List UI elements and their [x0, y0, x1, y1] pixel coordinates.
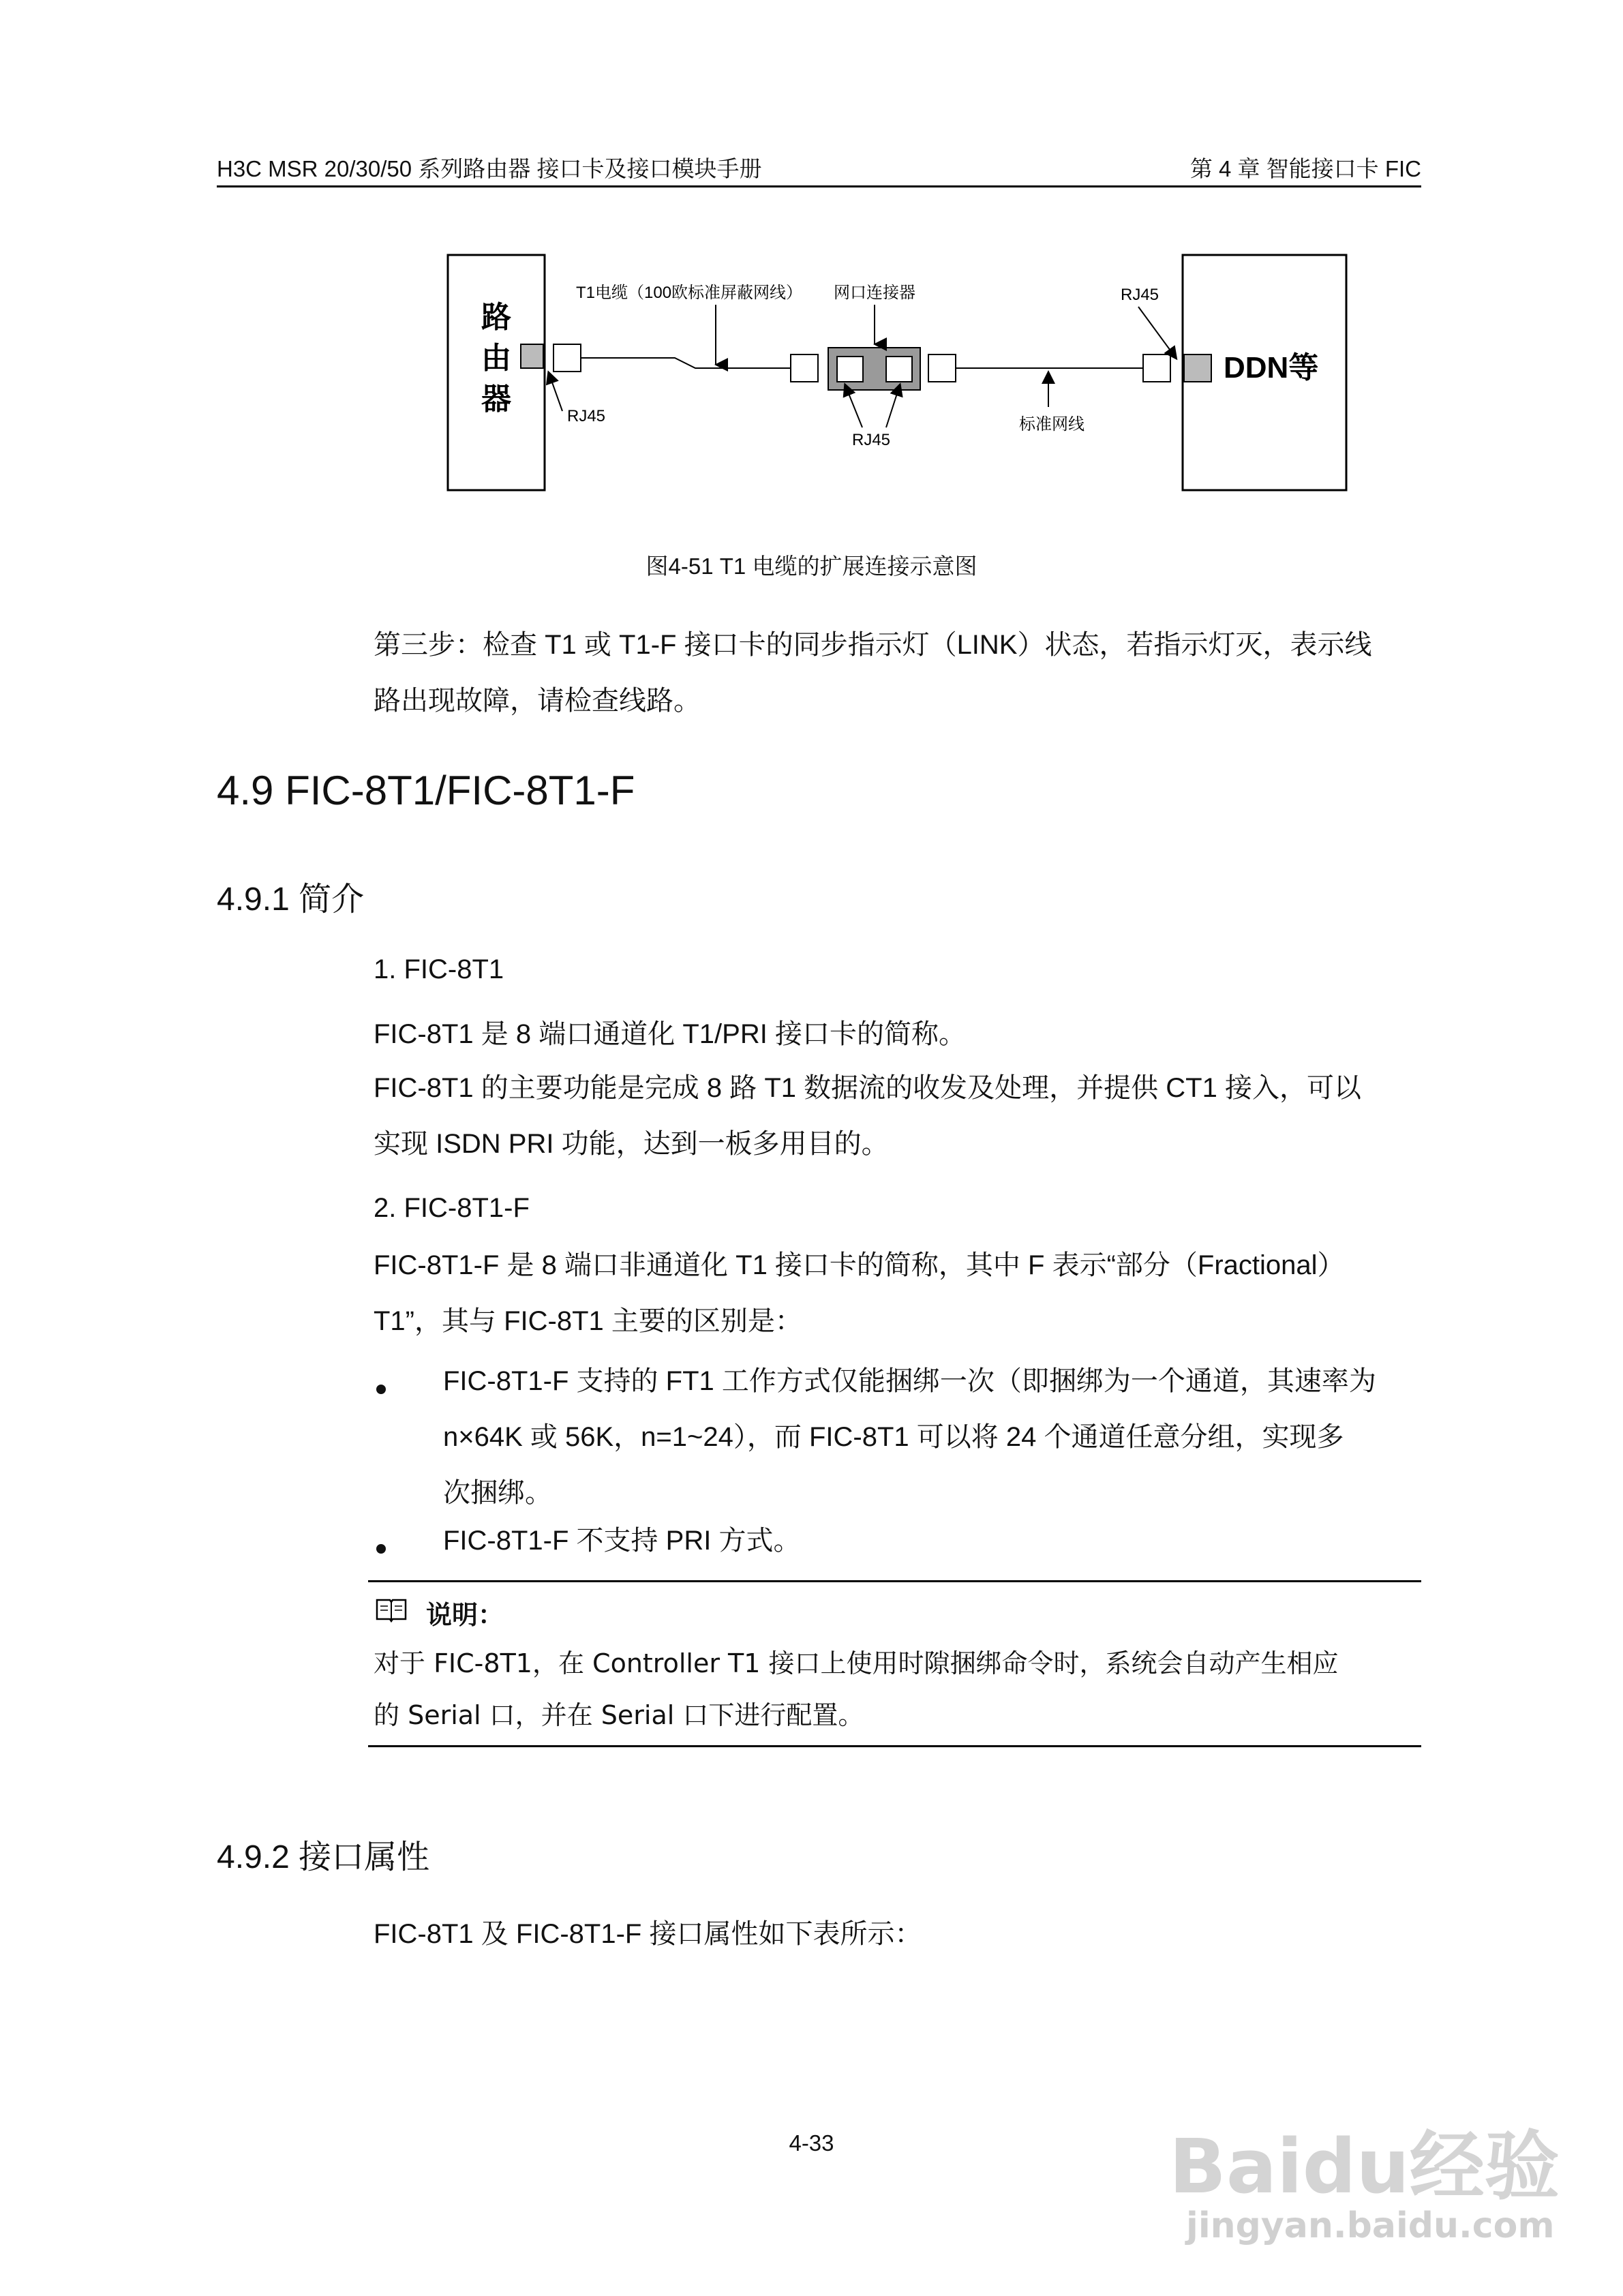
cable-plug-mid-left: [791, 354, 818, 382]
fic8t1-function-line1: FIC-8T1 的主要功能是完成 8 路 T1 数据流的收发及处理，并提供 CT1 接入，可以: [374, 1073, 1361, 1103]
bullet-1-line3: 次捆绑。: [443, 1478, 552, 1508]
fic8t1-intro: FIC-8T1 是 8 端口通道化 T1/PRI 接口卡的简称。: [374, 1019, 966, 1049]
section-4-9-2-heading: 4.9.2 接口属性: [217, 1839, 430, 1875]
t1-cable-label: T1电缆（100欧标准屏蔽网线）: [576, 284, 803, 302]
cable-plug-right: [1143, 354, 1170, 382]
connector-label: 网口连接器: [834, 284, 915, 302]
note-body: [374, 1637, 1410, 1741]
note-line1: 对于 FIC-8T1，在 Controller T1 接口上使用时隙捆绑命令时，系统会自动产生相应: [374, 1648, 1339, 1678]
ddn-rj45-port: [1184, 354, 1211, 382]
t1-cable-line: [581, 358, 791, 368]
section-4-9-1-heading: 4.9.1 简介: [217, 881, 365, 918]
fic8t1-heading: 1. FIC-8T1: [374, 954, 504, 984]
bullet-item-1: [443, 1353, 1418, 1521]
section-4-9-2-intro: FIC-8T1 及 FIC-8T1-F 接口属性如下表所示：: [374, 1919, 922, 1949]
baidu-watermark-logo: Baidu经验: [1169, 2123, 1560, 2210]
note-top-rule: [368, 1580, 1421, 1582]
t1-cable-diagram: [436, 249, 1350, 494]
router-label-3: 器: [481, 382, 511, 416]
standard-cable-label: 标准网线: [1019, 415, 1084, 434]
router-label-1: 路: [481, 301, 511, 334]
fic8t1f-intro-line2: T1”，其与 FIC-8T1 主要的区别是：: [374, 1306, 802, 1336]
bullet-1-line2: n×64K 或 56K，n=1~24），而 FIC-8T1 可以将 24 个通道任意分组，实现多: [443, 1422, 1344, 1452]
header-title: H3C MSR 20/30/50 系列路由器 接口卡及接口模块手册: [217, 156, 762, 181]
bullet-dot: [376, 1385, 386, 1394]
fic8t1f-intro-line1: FIC-8T1-F 是 8 端口非通道化 T1 接口卡的简称，其中 F 表示“部分（Fractional）: [374, 1250, 1345, 1280]
baidu-watermark-url: jingyan.baidu.com: [1186, 2205, 1555, 2246]
router-rj45-port: [521, 344, 543, 368]
header-chapter: 第 4 章 智能接口卡 FIC: [1189, 156, 1421, 181]
note-title: 说明：: [426, 1600, 504, 1630]
fic8t1f-intro-paragraph: [374, 1237, 1416, 1349]
step3-paragraph: [374, 617, 1416, 729]
router-label-2: 由: [481, 342, 511, 375]
header-rule: [217, 185, 1421, 187]
cable-plug-mid-right: [928, 354, 956, 382]
fic8t1-function-line2: 实现 ISDN PRI 功能，达到一板多用目的。: [374, 1129, 889, 1159]
step3-line1: 第三步：检查 T1 或 T1-F 接口卡的同步指示灯（LINK）状态，若指示灯灭，表示线: [374, 630, 1372, 660]
bullet-item-2: [443, 1513, 1418, 1569]
bullet-2-line1: FIC-8T1-F 不支持 PRI 方式。: [443, 1526, 801, 1556]
book-icon: [375, 1597, 408, 1622]
page-number: 4-33: [789, 2130, 834, 2156]
bullet-1-line1: FIC-8T1-F 支持的 FT1 工作方式仅能捆绑一次（即捆绑为一个通道，其速率为: [443, 1366, 1376, 1396]
cable-plug-left: [553, 344, 581, 372]
rj45-middle-label: RJ45: [852, 431, 891, 449]
section-4-9-heading: 4.9 FIC-8T1/FIC-8T1-F: [217, 768, 635, 813]
fic8t1f-heading: 2. FIC-8T1-F: [374, 1193, 530, 1223]
bullet-dot: [376, 1544, 386, 1554]
note-bottom-rule: [368, 1745, 1421, 1747]
figure-caption: 图4-51 T1 电缆的扩展连接示意图: [646, 554, 977, 579]
fic8t1-function-paragraph: [374, 1060, 1416, 1172]
rj45-right-label: RJ45: [1121, 286, 1159, 304]
ddn-label: DDN等: [1224, 351, 1319, 384]
rj45-left-label: RJ45: [567, 407, 606, 425]
note-line2: 的 Serial 口，并在 Serial 口下进行配置。: [374, 1700, 864, 1730]
step3-line2: 路出现故障，请检查线路。: [374, 686, 701, 716]
